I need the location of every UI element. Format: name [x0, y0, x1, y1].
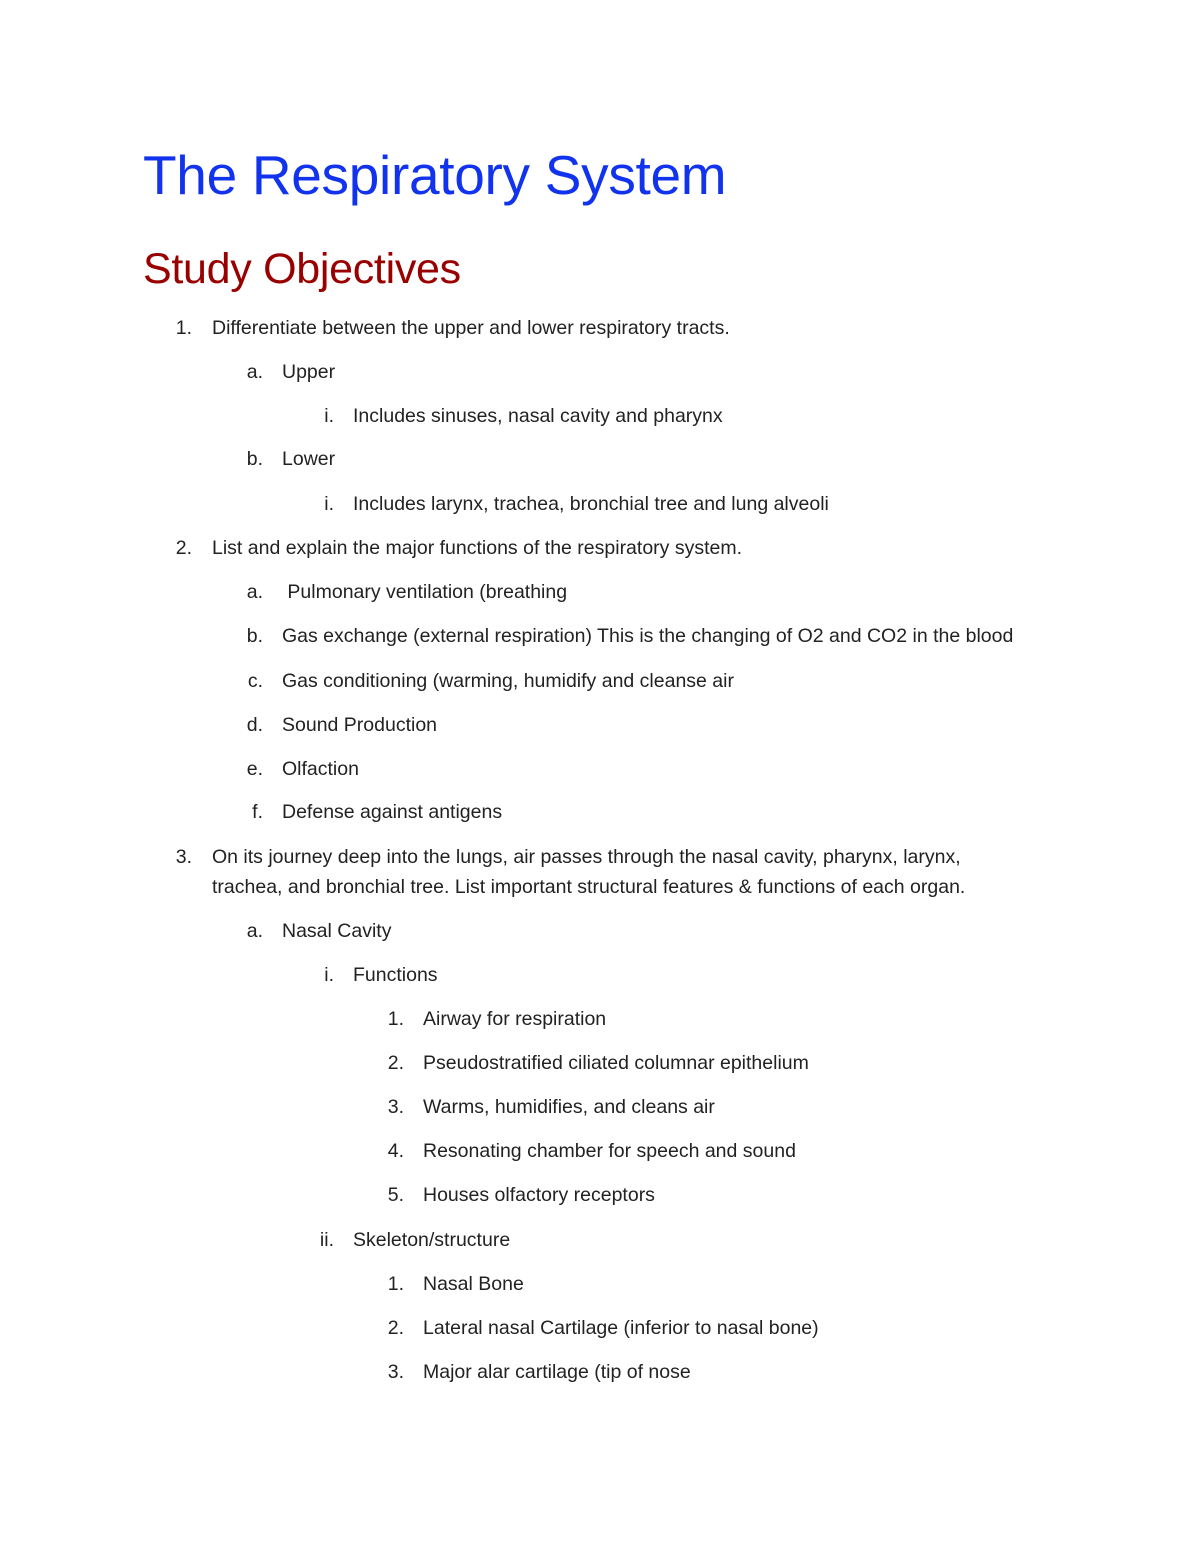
list-item-text: Warms, humidifies, and cleans air [423, 1096, 715, 1118]
list-marker: i. [324, 493, 334, 515]
list-marker: 4. [387, 1140, 404, 1162]
list-item-text: Differentiate between the upper and lower respiratory tracts. [212, 317, 730, 339]
list-item-text: Includes sinuses, nasal cavity and pharynx [353, 405, 723, 427]
list-marker: b. [246, 448, 263, 470]
list-marker: a. [246, 361, 263, 383]
list-marker: i. [324, 964, 334, 986]
list-marker: b. [246, 625, 263, 647]
list-item-text: Functions [353, 964, 438, 986]
list-item-text: Pseudostratified ciliated columnar epithelium [423, 1052, 809, 1074]
list-marker: i. [324, 405, 334, 427]
list-item-text: On its journey deep into the lungs, air passes through the nasal cavity, pharynx, larynx, [212, 846, 961, 868]
list-marker: ii. [319, 1229, 334, 1251]
list-marker: 3. [175, 846, 192, 868]
list-item-text: Skeleton/structure [353, 1229, 511, 1251]
list-item-text: Resonating chamber for speech and sound [423, 1140, 796, 1162]
list-marker: a. [246, 581, 263, 603]
list-marker: e. [246, 758, 263, 780]
list-marker: a. [246, 920, 263, 942]
list-marker: 5. [387, 1184, 404, 1206]
list-item-text: List and explain the major functions of the respiratory system. [212, 537, 743, 559]
list-marker: c. [247, 670, 263, 692]
list-marker: 3. [387, 1361, 404, 1383]
list-marker: 2. [387, 1052, 404, 1074]
list-marker: 1. [175, 317, 192, 339]
list-marker: 1. [387, 1273, 404, 1295]
list-item-text: Pulmonary ventilation (breathing [282, 581, 568, 603]
list-item-text: Olfaction [282, 758, 359, 780]
list-marker: f. [252, 801, 263, 823]
list-item-text: Sound Production [282, 714, 438, 736]
list-item-text: Upper [282, 361, 336, 383]
list-marker: 3. [387, 1096, 404, 1118]
list-item-text: Nasal Bone [423, 1273, 524, 1295]
list-item-text: trachea, and bronchial tree. List important structural features & functions of each organ. [212, 876, 966, 898]
list-item-text: Gas conditioning (warming, humidify and cleanse air [282, 670, 734, 692]
section-heading: Study Objectives [143, 245, 461, 293]
list-item-text: Nasal Cavity [282, 920, 392, 942]
list-marker: 2. [175, 537, 192, 559]
list-marker: d. [246, 714, 263, 736]
list-marker: 2. [387, 1317, 404, 1339]
list-item-text: Lower [282, 448, 336, 470]
document-title: The Respiratory System [143, 144, 727, 206]
list-item-text: Includes larynx, trachea, bronchial tree and lung alveoli [353, 493, 829, 515]
list-marker: 1. [387, 1008, 404, 1030]
list-item-text: Lateral nasal Cartilage (inferior to nasal bone) [423, 1317, 819, 1339]
list-item-text: Defense against antigens [282, 801, 503, 823]
list-item-text: Gas exchange (external respiration) This is the changing of O2 and CO2 in the blood [282, 625, 1014, 647]
list-item-text: Major alar cartilage (tip of nose [423, 1361, 691, 1383]
list-item-text: Airway for respiration [423, 1008, 607, 1030]
list-item-text: Houses olfactory receptors [423, 1184, 655, 1206]
